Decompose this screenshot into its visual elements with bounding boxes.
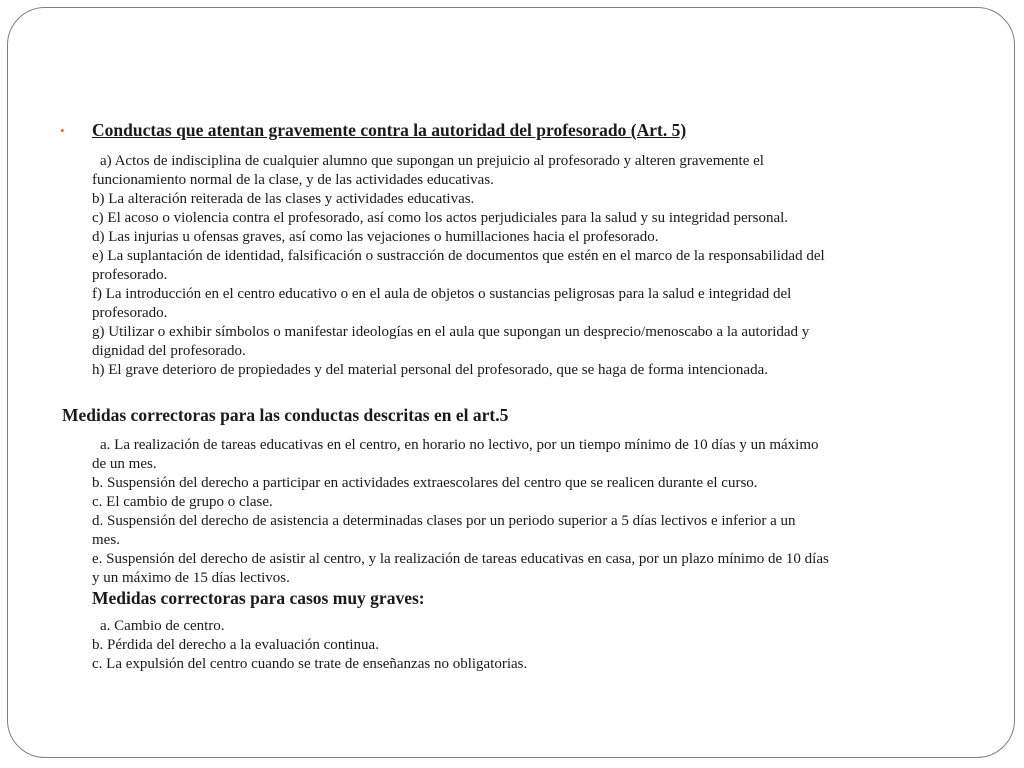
section1-line: f) La introducción en el centro educativo o en el aula de objetos o sustancias peligrosas para la salud e integridad del <box>92 286 792 302</box>
section1-line: profesorado. <box>92 305 168 321</box>
section3-list <box>92 617 972 674</box>
bullet-marker: • <box>60 123 65 138</box>
section2-list <box>92 436 972 609</box>
section2-line: c. El cambio de grupo o clase. <box>92 494 273 510</box>
section1-line: b) La alteración reiterada de las clases y actividades educativas. <box>92 191 475 207</box>
section1-line: dignidad del profesorado. <box>92 343 246 359</box>
section2-line: de un mes. <box>92 456 157 472</box>
section1-line: funcionamiento normal de la clase, y de las actividades educativas. <box>92 172 494 188</box>
section3-title: Medidas correctoras para casos muy graves: <box>92 588 425 608</box>
section2-line: y un máximo de 15 días lectivos. <box>92 570 290 586</box>
section3-line: a. Cambio de centro. <box>100 618 225 634</box>
section2-title: Medidas correctoras para las conductas descritas en el art.5 <box>62 405 509 425</box>
section1-line: e) La suplantación de identidad, falsificación o sustracción de documentos que estén en el marco de la responsabilidad del <box>92 248 825 264</box>
section1-line: a) Actos de indisciplina de cualquier alumno que supongan un prejuicio al profesorado y alteren gravemente el <box>100 153 764 169</box>
section2-line: b. Suspensión del derecho a participar en actividades extraescolares del centro que se realicen durante el curso. <box>92 475 758 491</box>
section3-line: b. Pérdida del derecho a la evaluación continua. <box>92 637 379 653</box>
section1-title: Conductas que atentan gravemente contra la autoridad del profesorado (Art. 5) <box>92 120 687 140</box>
section2-line: e. Suspensión del derecho de asistir al centro, y la realización de tareas educativas en casa, por un plazo mínimo de 10 días <box>92 551 829 567</box>
section2-line: a. La realización de tareas educativas en el centro, en horario no lectivo, por un tiempo mínimo de 10 días y un máximo <box>100 437 819 453</box>
section1-list <box>92 152 972 380</box>
section1-line: d) Las injurias u ofensas graves, así como las vejaciones o humillaciones hacia el profesorado. <box>92 229 659 245</box>
section1-line: c) El acoso o violencia contra el profesorado, así como los actos perjudiciales para la salud y su integridad personal. <box>92 210 789 226</box>
section1-line: profesorado. <box>92 267 168 283</box>
section2-line: d. Suspensión del derecho de asistencia a determinadas clases por un periodo superior a 5 días lectivos e inferior a un <box>92 513 796 529</box>
section3-line: c. La expulsión del centro cuando se trate de enseñanzas no obligatorias. <box>92 656 528 672</box>
section1-line: h) El grave deterioro de propiedades y del material personal del profesorado, que se haga de forma intencionada. <box>92 362 768 378</box>
section1-line: g) Utilizar o exhibir símbolos o manifestar ideologías en el aula que supongan un desprecio/menoscabo a la autoridad y <box>92 324 810 340</box>
section2-line: mes. <box>92 532 120 548</box>
